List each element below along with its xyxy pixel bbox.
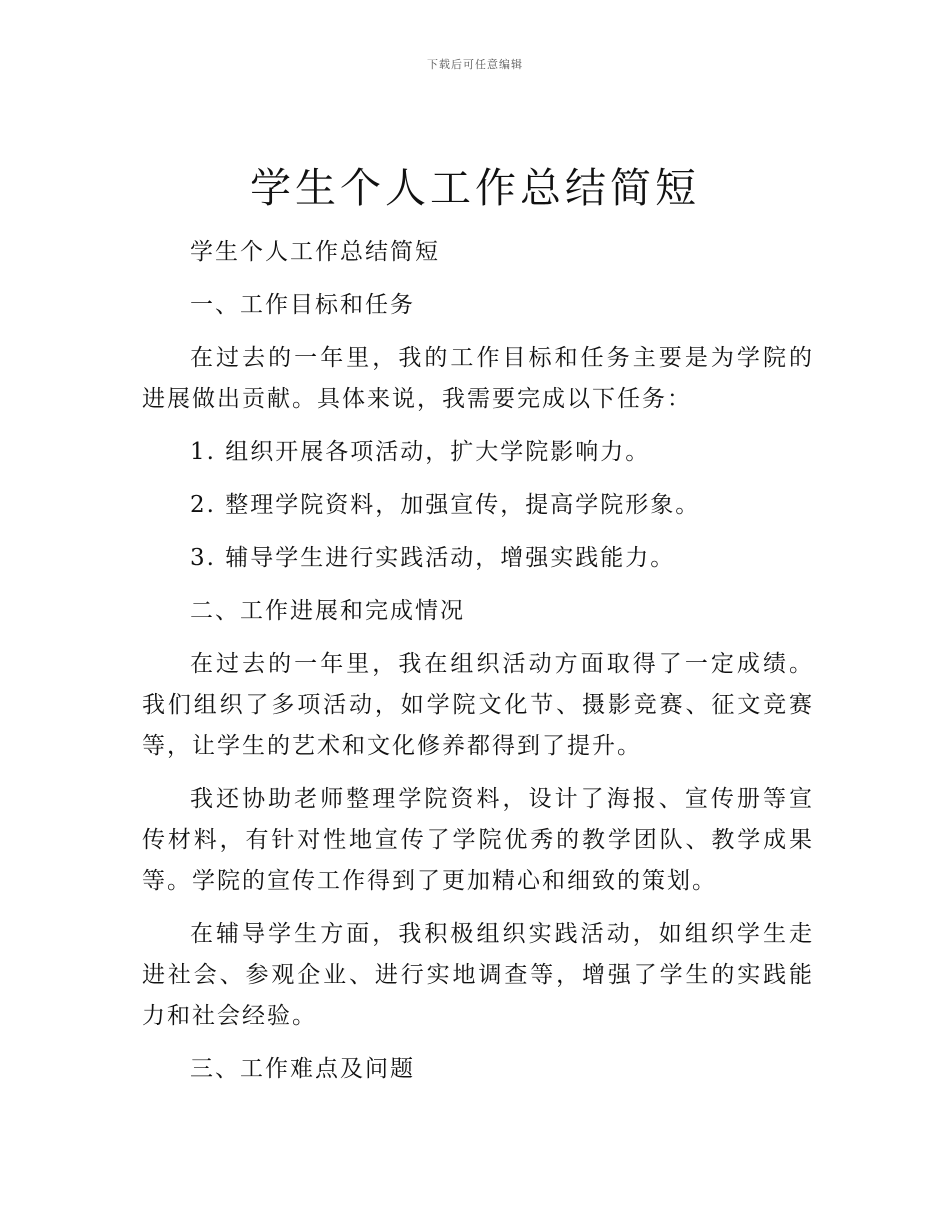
body-paragraph: 在过去的一年里，我在组织活动方面取得了一定成绩。我们组织了多项活动，如学院文化节、摄影竞赛、征文竞赛等，让学生的艺术和文化修养都得到了提升。 bbox=[142, 651, 814, 759]
task-item-2: 2. 整理学院资料，加强宣传，提高学院形象。 bbox=[190, 492, 701, 518]
section-heading-2: 二、工作进展和完成情况 bbox=[190, 598, 465, 624]
task-item-3: 3. 辅导学生进行实践活动，增强实践能力。 bbox=[190, 545, 676, 571]
body-paragraph: 我还协助老师整理学院资料，设计了海报、宣传册等宣传材料，有针对性地宣传了学院优秀的教学团队、教学成果等。学院的宣传工作得到了更加精心和细致的策划。 bbox=[142, 786, 814, 894]
body-paragraph: 在过去的一年里，我的工作目标和任务主要是为学院的进展做出贡献。具体来说，我需要完成以下任务： bbox=[142, 345, 814, 412]
page-header: 下载后可任意编辑 bbox=[427, 58, 523, 71]
subtitle-paragraph: 学生个人工作总结简短 bbox=[190, 239, 440, 265]
document-body bbox=[142, 232, 814, 1102]
body-paragraph: 在辅导学生方面，我积极组织实践活动，如组织学生走进社会、参观企业、进行实地调查等，增强了学生的实践能力和社会经验。 bbox=[142, 921, 814, 1029]
section-heading-1: 一、工作目标和任务 bbox=[190, 292, 415, 318]
task-item-1: 1. 组织开展各项活动，扩大学院影响力。 bbox=[190, 439, 651, 465]
section-heading-3: 三、工作难点及问题 bbox=[190, 1056, 415, 1082]
document-title: 学生个人工作总结简短 bbox=[250, 164, 700, 212]
